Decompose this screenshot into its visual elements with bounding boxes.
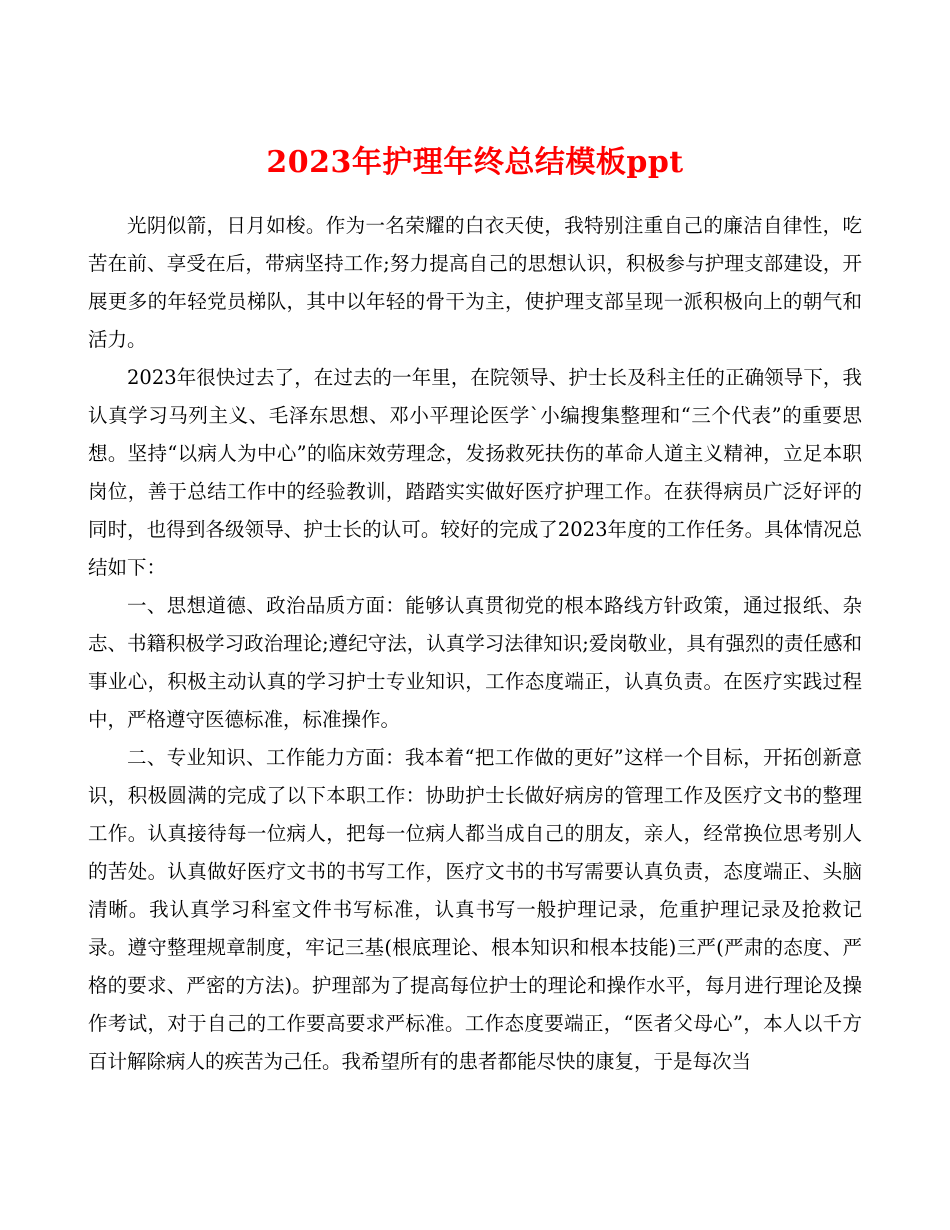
paragraph: 2023年很快过去了，在过去的一年里，在院领导、护士长及科主任的正确领导下，我认真学习马列主义、毛泽东思想、邓小平理论医学`小编搜集整理和“三个代表”的重要思想。坚持“以病人为中心”的临床效劳理念，发扬救死扶伤的革命人道主义精神，立足本职岗位，善于总结工作中的经验教训，踏踏实实做好医疗护理工作。在获得病员广泛好评的同时，也得到各级领导、护士长的认可。较好的完成了2023年度的工作任务。具体情况总结如下： xyxy=(88,366,862,580)
paragraph: 二、专业知识、工作能力方面：我本着“把工作做的更好”这样一个目标，开拓创新意识，积极圆满的完成了以下本职工作：协助护士长做好病房的管理工作及医疗文书的整理工作。认真接待每一位病人，把每一位病人都当成自己的朋友，亲人，经常换位思考别人的苦处。认真做好医疗文书的书写工作，医疗文书的书写需要认真负责，态度端正、头脑清晰。我认真学习科室文件书写标准，认真书写一般护理记录，危重护理记录及抢救记录。遵守整理规章制度，牢记三基(根底理论、根本知识和根本技能)三严(严肃的态度、严格的要求、严密的方法)。护理部为了提高每位护士的理论和操作水平，每月进行理论及操作考试，对于自己的工作要高要求严标准。工作态度要端正，“医者父母心”，本人以千方百计解除病人的疾苦为己任。我希望所有的患者都能尽快的康复，于是每次当 xyxy=(88,746,862,1074)
document-body xyxy=(88,207,862,1081)
page-title: 2023年护理年终总结模板ppt xyxy=(266,145,684,180)
paragraph: 一、思想道德、政治品质方面：能够认真贯彻党的根本路线方针政策，通过报纸、杂志、书籍积极学习政治理论;遵纪守法，认真学习法律知识;爱岗敬业，具有强烈的责任感和事业心，积极主动认真的学习护士专业知识，工作态度端正，认真负责。在医疗实践过程中，严格遵守医德标准，标准操作。 xyxy=(88,594,862,732)
paragraph: 光阴似箭，日月如梭。作为一名荣耀的白衣天使，我特别注重自己的廉洁自律性，吃苦在前、享受在后，带病坚持工作;努力提高自己的思想认识，积极参与护理支部建设，开展更多的年轻党员梯队，其中以年轻的骨干为主，使护理支部呈现一派积极向上的朝气和活力。 xyxy=(88,214,862,352)
